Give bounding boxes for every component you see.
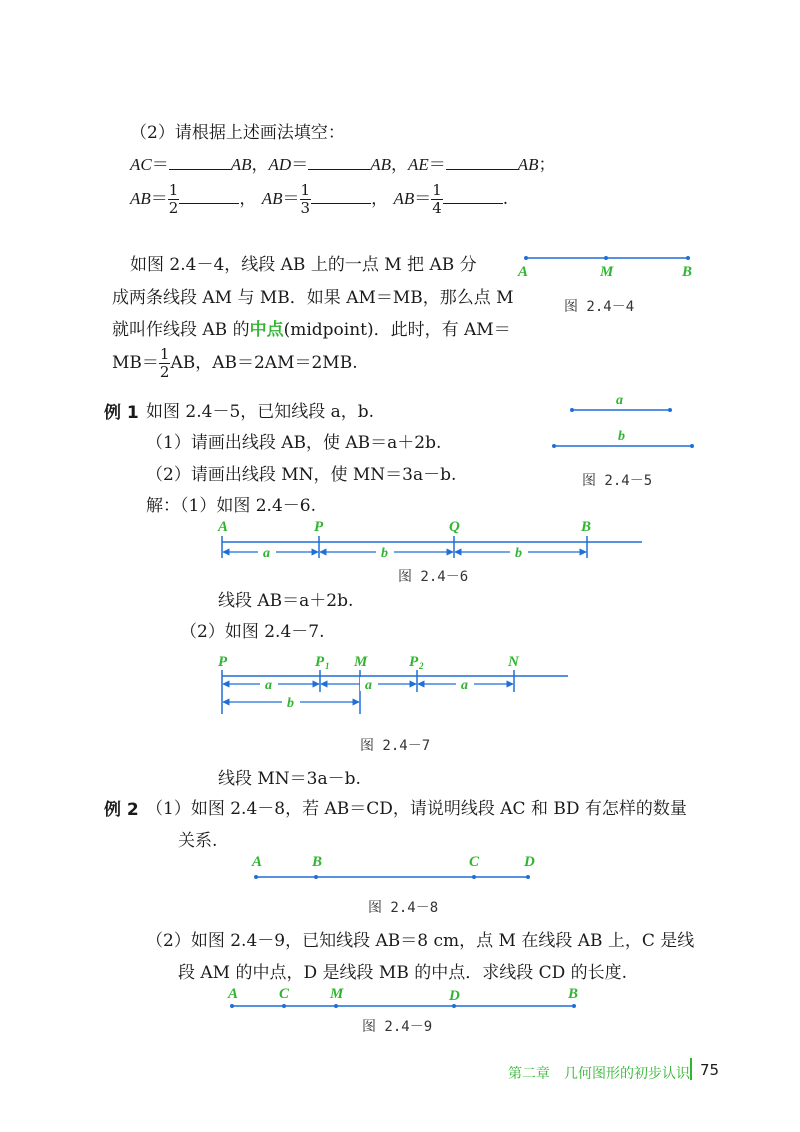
figure-2-4-5 bbox=[550, 390, 710, 460]
section2-intro: （2）请根据上述画法填空： bbox=[130, 123, 345, 143]
answer-blank[interactable] bbox=[169, 168, 231, 170]
label-c: C bbox=[279, 986, 290, 1002]
label-b: B bbox=[312, 854, 323, 870]
label-m: M bbox=[600, 264, 614, 280]
example-2-q1a: （1）如图 2.4－8，若 AB＝CD，请说明线段 AC 和 BD 有怎样的数量 bbox=[146, 799, 687, 819]
point-b bbox=[686, 256, 690, 260]
caption-2-4-4: 图 2.4－4 bbox=[564, 299, 635, 315]
figure-2-4-9 bbox=[222, 984, 592, 1014]
segment-b-label: b bbox=[618, 429, 625, 444]
example-1-q1: （1）请画出线段 AB，使 AB＝a＋2b. bbox=[146, 433, 442, 453]
seg-b: b bbox=[287, 696, 294, 711]
seg-b: b bbox=[381, 546, 388, 561]
seg-a: a bbox=[265, 678, 272, 693]
answer-blank[interactable] bbox=[179, 202, 239, 204]
caption-2-4-7: 图 2.4－7 bbox=[360, 738, 431, 754]
point-a bbox=[524, 256, 528, 260]
label-a: A bbox=[252, 854, 263, 870]
caption-2-4-5: 图 2.4－5 bbox=[582, 473, 653, 489]
page-number: 75 bbox=[700, 1061, 720, 1079]
midpoint-line-2: 成两条线段 AM 与 MB．如果 AM＝MB，那么点 M bbox=[112, 288, 514, 308]
label-d: D bbox=[524, 854, 535, 870]
figure-2-4-8 bbox=[244, 852, 544, 886]
label-m: M bbox=[354, 654, 368, 670]
label-b: B bbox=[568, 986, 579, 1002]
example-1-solution-2: （2）如图 2.4－7. bbox=[180, 622, 325, 642]
svg-text:1: 1 bbox=[325, 661, 330, 671]
caption-2-4-9: 图 2.4－9 bbox=[362, 1019, 433, 1035]
midpoint-line-3: 就叫作线段 AB 的中点(midpoint)．此时，有 AM＝ bbox=[112, 320, 511, 340]
example-2-label: 例 2 bbox=[104, 800, 139, 820]
label-m: M bbox=[330, 986, 344, 1002]
label-p: P bbox=[314, 519, 324, 535]
label-c: C bbox=[469, 854, 480, 870]
seg-a: a bbox=[365, 678, 372, 693]
seg-b: b bbox=[515, 546, 522, 561]
example-1-answer-2: 线段 MN＝3a－b. bbox=[218, 769, 361, 789]
example-1-answer-1: 线段 AB＝a＋2b. bbox=[218, 591, 354, 611]
answer-blank[interactable] bbox=[311, 202, 371, 204]
label-p: P bbox=[218, 654, 228, 670]
label-n: N bbox=[508, 654, 519, 670]
seg-a: a bbox=[263, 546, 270, 561]
label-b: B bbox=[581, 519, 592, 535]
segment-a-label: a bbox=[616, 393, 623, 408]
point-m bbox=[604, 256, 608, 260]
answer-blank[interactable] bbox=[446, 168, 518, 170]
figure-2-4-4 bbox=[510, 248, 710, 288]
caption-2-4-6: 图 2.4－6 bbox=[398, 569, 469, 585]
label-a: A bbox=[228, 986, 239, 1002]
example-2-q2a: （2）如图 2.4－9，已知线段 AB＝8 cm，点 M 在线段 AB 上，C 是线 bbox=[146, 931, 695, 951]
label-d: D bbox=[449, 988, 460, 1004]
footer-divider bbox=[690, 1058, 692, 1080]
fill-row-1: AC＝ AB，AD＝ AB，AE＝ AB； bbox=[130, 155, 556, 175]
example-2-q2b: 段 AM 的中点，D 是线段 MB 的中点．求线段 CD 的长度. bbox=[178, 963, 628, 983]
label-a: A bbox=[518, 264, 529, 280]
example-1-q2: （2）请画出线段 MN，使 MN＝3a－b. bbox=[146, 465, 457, 485]
svg-text:2: 2 bbox=[419, 661, 424, 671]
figure-2-4-7 bbox=[210, 652, 580, 718]
example-1-statement: 如图 2.4－5，已知线段 a，b. bbox=[146, 402, 375, 422]
seg-a: a bbox=[461, 678, 468, 693]
label-p2: P bbox=[409, 654, 419, 670]
caption-2-4-8: 图 2.4－8 bbox=[368, 900, 439, 916]
answer-blank[interactable] bbox=[443, 202, 503, 204]
label-p1: P bbox=[315, 654, 325, 670]
midpoint-term: 中点 bbox=[249, 320, 284, 340]
answer-blank[interactable] bbox=[308, 168, 370, 170]
label-a: A bbox=[218, 519, 229, 535]
example-2-q1b: 关系. bbox=[178, 831, 218, 851]
example-1-label: 例 1 bbox=[104, 403, 139, 423]
fill-row-2: AB＝ $\frac{1}{2}$ ， AB＝ $\frac{1}{3}$ ， AB＝ $\frac{1}{4}$ . bbox=[130, 181, 509, 217]
label-b: B bbox=[682, 264, 693, 280]
example-1-solution: 解：（1）如图 2.4－6. bbox=[146, 496, 316, 516]
footer-chapter: 第二章 几何图形的初步认识 bbox=[508, 1066, 690, 1082]
midpoint-line-4: MB＝ $\frac{1}{2}$ AB，AB＝2AM＝2MB. bbox=[112, 345, 358, 381]
midpoint-line-1: 如图 2.4－4，线段 AB 上的一点 M 把 AB 分 bbox=[130, 255, 477, 275]
figure-2-4-6 bbox=[210, 516, 650, 566]
label-q: Q bbox=[449, 519, 460, 535]
